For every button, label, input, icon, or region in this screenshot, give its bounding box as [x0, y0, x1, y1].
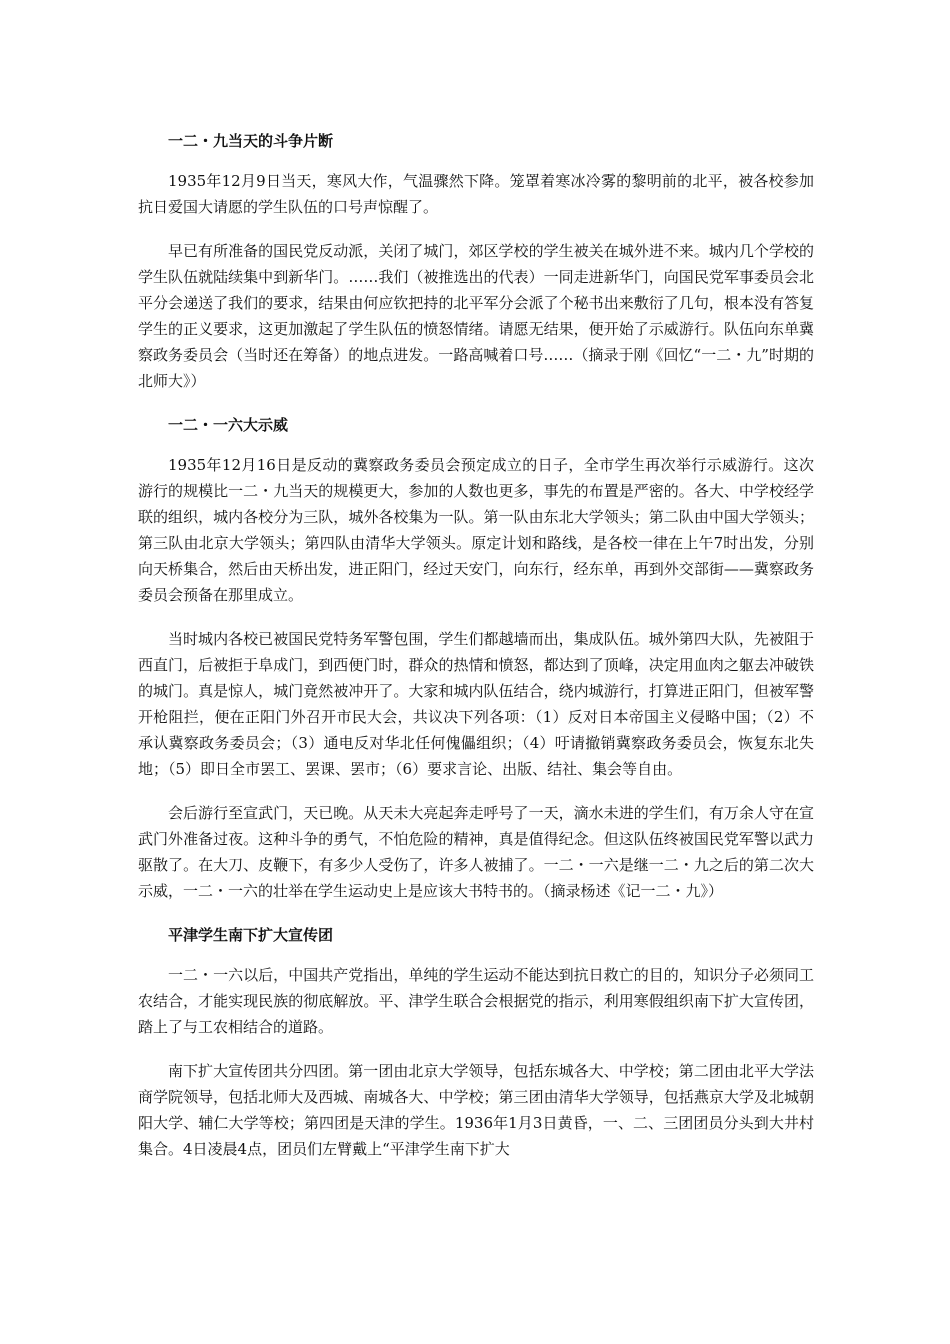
paragraph: 1935年12月9日当天，寒风大作，气温骤然下降。笼罩着寒冰冷雾的黎明前的北平，被各校参加抗日爱国大请愿的学生队伍的口号声惊醒了。: [138, 172, 814, 216]
section-heading: 一二・九当天的斗争片断: [168, 132, 334, 150]
paragraph: 会后游行至宣武门，天已晚。从天未大亮起奔走呼号了一天，滴水未进的学生们，有万余人守在宣武门外准备过夜。这种斗争的勇气，不怕危险的精神，真是值得纪念。但这队伍终被国民党军警以武力驱散了。在大刀、皮鞭下，有多少人受伤了，许多人被捕了。一二・一六是继一二・九之后的第二次大示威，一二・一六的壮举在学生运动史上是应该大书特书的。（摘录杨述《记一二・九》）: [138, 804, 814, 900]
paragraph: 早已有所准备的国民党反动派，关闭了城门，郊区学校的学生被关在城外进不来。城内几个学校的学生队伍就陆续集中到新华门。……我们（被推选出的代表）一同走进新华门，向国民党军事委员会北平分会递送了我们的要求，结果由何应钦把持的北平军分会派了个秘书出来敷衍了几句，根本没有答复学生的正义要求，这更加激起了学生队伍的愤怒情绪。请愿无结果，便开始了示威游行。队伍向东单冀察政务委员会（当时还在筹备）的地点进发。一路高喊着口号……（摘录于刚《回忆“一二・九”时期的北师大》）: [138, 242, 814, 390]
section-december-16: [138, 412, 814, 904]
paragraph: 南下扩大宣传团共分四团。第一团由北京大学领导，包括东城各大、中学校；第二团由北平大学法商学院领导，包括北师大及西城、南城各大、中学校；第三团由清华大学领导，包括燕京大学及北城朝阳大学、辅仁大学等校；第四团是天津的学生。1936年1月3日黄昏，一、二、三团团员分头到大井村集合。4日凌晨4点，团员们左臂戴上“平津学生南下扩大: [138, 1062, 814, 1158]
section-propaganda-corps: [138, 922, 814, 1162]
section-heading: 平津学生南下扩大宣传团: [168, 926, 334, 944]
section-december-9: [138, 128, 814, 394]
paragraph: 一二・一六以后，中国共产党指出，单纯的学生运动不能达到抗日救亡的目的，知识分子必须同工农结合，才能实现民族的彻底解放。平、津学生联合会根据党的指示，利用寒假组织南下扩大宣传团，踏上了与工农相结合的道路。: [138, 966, 814, 1036]
document-page: [138, 128, 814, 1180]
section-heading: 一二・一六大示威: [168, 416, 289, 434]
paragraph: 1935年12月16日是反动的冀察政务委员会预定成立的日子，全市学生再次举行示威游行。这次游行的规模比一二・九当天的规模更大，参加的人数也更多，事先的布置是严密的。各大、中学校经学联的组织，城内各校分为三队，城外各校集为一队。第一队由东北大学领头；第二队由中国大学领头；第三队由北京大学领头；第四队由清华大学领头。原定计划和路线，是各校一律在上午7时出发，分别向天桥集合，然后由天桥出发，进正阳门，经过天安门，向东行，经东单，再到外交部街——冀察政务委员会预备在那里成立。: [138, 456, 814, 604]
paragraph: 当时城内各校已被国民党特务军警包围，学生们都越墙而出，集成队伍。城外第四大队，先被阻于西直门，后被拒于阜成门，到西便门时，群众的热情和愤怒，都达到了顶峰，决定用血肉之躯去冲破铁的城门。真是惊人，城门竟然被冲开了。大家和城内队伍结合，绕内城游行，打算进正阳门，但被军警开枪阻拦，便在正阳门外召开市民大会，共议决下列各项：（1）反对日本帝国主义侵略中国；（2）不承认冀察政务委员会；（3）通电反对华北任何傀儡组织；（4）吁请撤销冀察政务委员会，恢复东北失地；（5）即日全市罢工、罢课、罢市；（6）要求言论、出版、结社、集会等自由。: [138, 630, 814, 778]
